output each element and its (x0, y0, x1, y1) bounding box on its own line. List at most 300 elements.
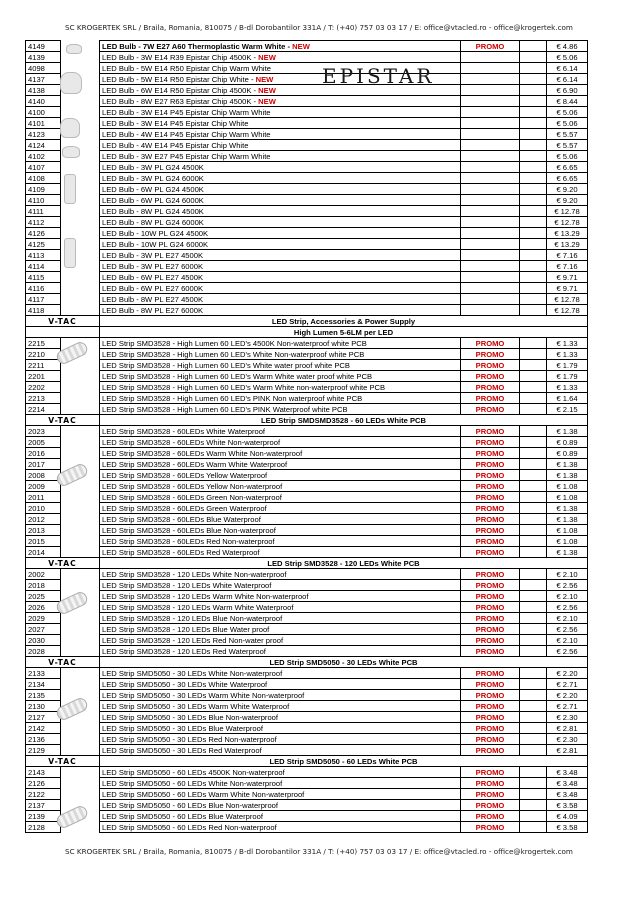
product-code: 4115 (26, 272, 61, 283)
product-row (26, 338, 588, 349)
product-description (100, 140, 461, 151)
description-text: LED Strip SMD5050 - 30 LEDs Blue Waterproof (102, 723, 263, 733)
product-image-cell (61, 107, 100, 118)
product-code: 2211 (26, 360, 61, 371)
product-image-cell (61, 404, 100, 415)
product-description (100, 173, 461, 184)
product-row (26, 404, 588, 415)
promo-label: PROMO (461, 448, 520, 459)
product-row (26, 602, 588, 613)
product-row (26, 63, 588, 74)
product-image-cell (61, 492, 100, 503)
empty-cell (520, 63, 547, 74)
product-description (100, 228, 461, 239)
product-description (100, 151, 461, 162)
description-text: LED Strip SMD3528 - High Lumen 60 LED's White water proof white PCB (102, 360, 350, 370)
description-text: LED Strip SMD3528 - 60LEDs Green Waterproof (102, 503, 267, 513)
product-code: 4102 (26, 151, 61, 162)
description-text: LED Strip SMD3528 - 60LEDs Blue Waterproof (102, 514, 261, 524)
empty-cell (520, 294, 547, 305)
product-code: 2011 (26, 492, 61, 503)
empty-cell (520, 514, 547, 525)
product-image-cell (61, 283, 100, 294)
product-price: € 1.33 (547, 338, 588, 349)
product-description (100, 382, 461, 393)
product-image-cell (61, 426, 100, 437)
promo-label: PROMO (461, 547, 520, 558)
empty-cell (520, 173, 547, 184)
product-image-cell (61, 393, 100, 404)
product-description (100, 118, 461, 129)
product-code: 2027 (26, 624, 61, 635)
new-badge: NEW (258, 96, 276, 106)
product-row (26, 481, 588, 492)
product-description (100, 195, 461, 206)
product-price: € 1.38 (547, 514, 588, 525)
empty-cell (520, 426, 547, 437)
product-code: 2213 (26, 393, 61, 404)
product-description (100, 822, 461, 833)
promo-label (461, 294, 520, 305)
product-price: € 1.38 (547, 426, 588, 437)
promo-label (461, 283, 520, 294)
promo-label (461, 195, 520, 206)
empty-cell (520, 129, 547, 140)
product-description (100, 338, 461, 349)
product-code: 4114 (26, 261, 61, 272)
product-price: € 1.38 (547, 503, 588, 514)
product-price: € 1.33 (547, 382, 588, 393)
product-image-cell (61, 371, 100, 382)
product-image-cell (61, 272, 100, 283)
product-price: € 2.56 (547, 646, 588, 657)
empty-cell (520, 74, 547, 85)
promo-label: PROMO (461, 481, 520, 492)
product-code: 4098 (26, 63, 61, 74)
empty-cell (520, 470, 547, 481)
promo-label (461, 129, 520, 140)
product-row (26, 272, 588, 283)
product-price: € 3.58 (547, 822, 588, 833)
section-title: LED Strip SMD3528 - 120 LEDs White PCB (100, 558, 588, 569)
product-code: 4118 (26, 305, 61, 316)
empty-cell (520, 151, 547, 162)
section-header-row (26, 415, 588, 426)
product-row (26, 569, 588, 580)
pl-bulb-image (64, 238, 76, 268)
product-code: 2009 (26, 481, 61, 492)
empty-cell (520, 646, 547, 657)
product-row (26, 767, 588, 778)
description-text: LED Bulb - 8W PL E27 6000K (102, 305, 204, 315)
product-row (26, 635, 588, 646)
empty-cell (520, 822, 547, 833)
product-image-cell (61, 437, 100, 448)
promo-label (461, 228, 520, 239)
product-image-cell (61, 745, 100, 756)
product-description (100, 129, 461, 140)
product-price: € 6.65 (547, 173, 588, 184)
product-description (100, 525, 461, 536)
empty-cell (520, 239, 547, 250)
product-description (100, 393, 461, 404)
description-text: LED Strip SMD3528 - 60LEDs Warm White Waterproof (102, 459, 288, 469)
product-description (100, 96, 461, 107)
empty-cell (520, 96, 547, 107)
promo-label (461, 151, 520, 162)
product-code: 2002 (26, 569, 61, 580)
promo-label: PROMO (461, 591, 520, 602)
product-description (100, 778, 461, 789)
product-price: € 0.89 (547, 448, 588, 459)
product-code: 2030 (26, 635, 61, 646)
empty-cell (520, 712, 547, 723)
product-row (26, 822, 588, 833)
product-price: € 2.71 (547, 701, 588, 712)
product-description (100, 52, 461, 63)
product-row (26, 74, 588, 85)
product-row (26, 96, 588, 107)
section-title: LED Strip, Accessories & Power Supply (100, 316, 588, 327)
promo-label (461, 239, 520, 250)
promo-label (461, 250, 520, 261)
product-description (100, 547, 461, 558)
description-text: LED Bulb - 8W PL G24 4500K (102, 206, 204, 216)
product-price: € 6.14 (547, 74, 588, 85)
product-price: € 2.56 (547, 580, 588, 591)
product-image-cell (61, 778, 100, 789)
product-row (26, 536, 588, 547)
empty-cell (520, 448, 547, 459)
description-text: LED Bulb - 3W E14 R39 Epistar Chip 4500K - (102, 52, 259, 62)
product-description (100, 492, 461, 503)
promo-label: PROMO (461, 800, 520, 811)
empty-cell (520, 140, 547, 151)
description-text: LED Strip SMD3528 - 60LEDs Warm White Non-waterproof (102, 448, 303, 458)
product-code: 2133 (26, 668, 61, 679)
description-text: LED Bulb - 3W PL G24 6000K (102, 173, 204, 183)
promo-label: PROMO (461, 503, 520, 514)
product-code: 2142 (26, 723, 61, 734)
product-price: € 1.08 (547, 525, 588, 536)
subsection-title: High Lumen 5-6LM per LED (100, 327, 588, 338)
product-price: € 2.30 (547, 734, 588, 745)
empty-cell (520, 371, 547, 382)
product-price: € 1.79 (547, 371, 588, 382)
product-row (26, 52, 588, 63)
product-price: € 3.48 (547, 778, 588, 789)
product-price: € 9.71 (547, 283, 588, 294)
product-price: € 5.06 (547, 118, 588, 129)
promo-label (461, 118, 520, 129)
new-badge: NEW (258, 52, 276, 62)
promo-label: PROMO (461, 338, 520, 349)
description-text: LED Strip SMD5050 - 60 LEDs Blue Non-waterproof (102, 800, 279, 810)
description-text: LED Strip SMD3528 - 60LEDs Red Waterproof (102, 547, 260, 557)
product-description (100, 591, 461, 602)
product-price: € 5.06 (547, 52, 588, 63)
product-price: € 2.81 (547, 723, 588, 734)
product-price: € 13.29 (547, 239, 588, 250)
vtac-logo: V-TAC (26, 756, 100, 767)
empty-cell (520, 679, 547, 690)
product-row (26, 107, 588, 118)
page-footer: SC KROGERTEK SRL / Braila, Romania, 810075 / B-dl Dorobantilor 331A / T: (+40) 757 03 03 17 / E: office@vtacled.ro - office@krogertek.com (65, 847, 573, 856)
empty-cell (520, 690, 547, 701)
empty-cell (520, 404, 547, 415)
product-row (26, 118, 588, 129)
product-image-cell (61, 305, 100, 316)
pl-bulb-image (64, 174, 76, 204)
product-price: € 7.16 (547, 250, 588, 261)
vtac-logo: V-TAC (26, 316, 100, 327)
product-row (26, 745, 588, 756)
description-text: LED Strip SMD3528 - High Lumen 60 LED's White Non-waterproof white PCB (102, 349, 365, 359)
product-code: 4113 (26, 250, 61, 261)
product-image-cell (61, 646, 100, 657)
product-description (100, 294, 461, 305)
product-image-cell (61, 613, 100, 624)
product-row (26, 228, 588, 239)
promo-label (461, 96, 520, 107)
product-row (26, 426, 588, 437)
description-text: LED Bulb - 10W PL G24 6000K (102, 239, 209, 249)
product-code: 2134 (26, 679, 61, 690)
promo-label: PROMO (461, 734, 520, 745)
new-badge: NEW (255, 74, 274, 84)
product-code: 2136 (26, 734, 61, 745)
bulb-image (66, 44, 82, 54)
product-code: 4139 (26, 52, 61, 63)
empty-cell (520, 184, 547, 195)
product-code: 2210 (26, 349, 61, 360)
product-description (100, 217, 461, 228)
product-code: 2126 (26, 778, 61, 789)
product-description (100, 404, 461, 415)
product-price: € 4.09 (547, 811, 588, 822)
product-row (26, 206, 588, 217)
description-text: LED Bulb - 10W PL G24 4500K (102, 228, 209, 238)
empty-cell (520, 41, 547, 52)
empty-cell (520, 118, 547, 129)
description-text: LED Strip SMD3528 - 120 LEDs Warm White Non-waterproof (102, 591, 309, 601)
promo-label: PROMO (461, 492, 520, 503)
product-image-cell (61, 624, 100, 635)
product-code: 2127 (26, 712, 61, 723)
promo-label: PROMO (461, 382, 520, 393)
new-badge: NEW (292, 41, 310, 51)
product-description (100, 272, 461, 283)
product-row (26, 723, 588, 734)
product-row (26, 668, 588, 679)
bulb-image (62, 146, 80, 158)
product-description (100, 646, 461, 657)
product-row (26, 800, 588, 811)
promo-label: PROMO (461, 580, 520, 591)
promo-label: PROMO (461, 613, 520, 624)
product-code: 4149 (26, 41, 61, 52)
product-description (100, 624, 461, 635)
product-code: 4108 (26, 173, 61, 184)
promo-label: PROMO (461, 778, 520, 789)
product-price: € 2.71 (547, 679, 588, 690)
product-row (26, 349, 588, 360)
product-row (26, 470, 588, 481)
empty-cell (520, 602, 547, 613)
vtac-logo: V-TAC (26, 558, 100, 569)
product-row (26, 360, 588, 371)
empty-cell (520, 525, 547, 536)
page-header: SC KROGERTEK SRL / Braila, Romania, 810075 / B-dl Dorobantilor 331A / T: (+40) 757 03 03 17 / E: office@vtacled.ro - office@krogertek.com (65, 23, 573, 32)
product-price: € 2.20 (547, 668, 588, 679)
product-price: € 3.58 (547, 800, 588, 811)
product-row (26, 261, 588, 272)
product-price: € 9.20 (547, 184, 588, 195)
empty-cell (520, 492, 547, 503)
bulb-image (60, 118, 80, 138)
section-title: LED Strip SMD5050 - 30 LEDs White PCB (100, 657, 588, 668)
description-text: LED Bulb - 6W E14 R50 Epistar Chip 4500K - (102, 85, 259, 95)
empty-cell (520, 767, 547, 778)
product-image-cell (61, 569, 100, 580)
empty-cell (520, 382, 547, 393)
product-code: 2023 (26, 426, 61, 437)
product-price: € 2.56 (547, 602, 588, 613)
product-row (26, 712, 588, 723)
product-row (26, 85, 588, 96)
promo-label: PROMO (461, 811, 520, 822)
product-description (100, 162, 461, 173)
description-text: LED Bulb - 3W E14 P45 Epistar Chip White (102, 118, 249, 128)
empty-cell (520, 85, 547, 96)
product-price: € 5.06 (547, 107, 588, 118)
description-text: LED Bulb - 3W E14 P45 Epistar Chip Warm White (102, 107, 271, 117)
product-row (26, 591, 588, 602)
product-image-cell (61, 162, 100, 173)
description-text: LED Strip SMD3528 - 120 LEDs Blue Non-waterproof (102, 613, 283, 623)
empty-cell (520, 261, 547, 272)
empty-cell (520, 789, 547, 800)
promo-label: PROMO (461, 767, 520, 778)
product-code: 2008 (26, 470, 61, 481)
product-row (26, 250, 588, 261)
product-row (26, 162, 588, 173)
product-price: € 2.30 (547, 712, 588, 723)
product-image-cell (61, 767, 100, 778)
product-row (26, 734, 588, 745)
description-text: LED Strip SMD3528 - 120 LEDs White Waterproof (102, 580, 272, 590)
product-image-cell (61, 723, 100, 734)
empty-cell (520, 228, 547, 239)
description-text: LED Strip SMD5050 - 60 LEDs Red Non-waterproof (102, 822, 277, 832)
product-price: € 12.78 (547, 305, 588, 316)
description-text: LED Bulb - 3W PL E27 6000K (102, 261, 204, 271)
promo-label (461, 52, 520, 63)
empty-cell (520, 569, 547, 580)
product-row (26, 173, 588, 184)
product-image-cell (61, 206, 100, 217)
product-row (26, 305, 588, 316)
product-row (26, 382, 588, 393)
product-row (26, 525, 588, 536)
promo-label: PROMO (461, 470, 520, 481)
section-title: LED Strip SMDSMD3528 - 60 LEDs White PCB (100, 415, 588, 426)
product-price: € 12.78 (547, 217, 588, 228)
product-description (100, 470, 461, 481)
product-row (26, 129, 588, 140)
description-text: LED Strip SMD5050 - 60 LEDs Warm White Non-waterproof (102, 789, 305, 799)
product-price: € 0.89 (547, 437, 588, 448)
product-code: 2016 (26, 448, 61, 459)
product-price: € 1.08 (547, 481, 588, 492)
product-row (26, 283, 588, 294)
empty-cell (520, 613, 547, 624)
product-price: € 6.90 (547, 85, 588, 96)
promo-label: PROMO (461, 371, 520, 382)
product-description (100, 712, 461, 723)
promo-label (461, 217, 520, 228)
description-text: LED Strip SMD3528 - 60LEDs Blue Non-waterproof (102, 525, 276, 535)
description-text: LED Bulb - 3W PL E27 4500K (102, 250, 204, 260)
product-price: € 2.20 (547, 690, 588, 701)
product-code: 4109 (26, 184, 61, 195)
product-row (26, 217, 588, 228)
product-price: € 13.29 (547, 228, 588, 239)
product-code: 2012 (26, 514, 61, 525)
description-text: LED Strip SMD3528 - High Lumen 60 LED's 4500K Non-waterproof white PCB (102, 338, 367, 348)
promo-label (461, 140, 520, 151)
empty-cell (520, 52, 547, 63)
empty-cell (520, 481, 547, 492)
product-price: € 3.48 (547, 789, 588, 800)
product-price: € 1.38 (547, 470, 588, 481)
product-price: € 1.38 (547, 547, 588, 558)
promo-label: PROMO (461, 701, 520, 712)
product-description (100, 360, 461, 371)
empty-cell (520, 547, 547, 558)
empty-cell (520, 503, 547, 514)
product-price: € 5.06 (547, 151, 588, 162)
product-price: € 1.38 (547, 459, 588, 470)
description-text: LED Strip SMD3528 - 60LEDs Yellow Non-waterproof (102, 481, 283, 491)
promo-label (461, 261, 520, 272)
product-code: 2017 (26, 459, 61, 470)
description-text: LED Bulb - 7W E27 A60 Thermoplastic Warm White - (102, 41, 293, 51)
product-code: 4112 (26, 217, 61, 228)
description-text: LED Bulb - 8W PL G24 6000K (102, 217, 204, 227)
product-price: € 8.44 (547, 96, 588, 107)
product-image-cell (61, 503, 100, 514)
product-price: € 2.10 (547, 613, 588, 624)
promo-label (461, 184, 520, 195)
description-text: LED Strip SMD5050 - 60 LEDs 4500K Non-waterproof (102, 767, 285, 777)
product-row (26, 437, 588, 448)
product-image-cell (61, 789, 100, 800)
description-text: LED Strip SMD3528 - High Lumen 60 LED's PINK Waterproof white PCB (102, 404, 348, 414)
product-row (26, 514, 588, 525)
product-row (26, 580, 588, 591)
promo-label: PROMO (461, 437, 520, 448)
empty-cell (520, 437, 547, 448)
promo-label (461, 85, 520, 96)
product-price: € 6.14 (547, 63, 588, 74)
description-text: LED Bulb - 8W E27 R63 Epistar Chip 4500K - (102, 96, 259, 106)
product-code: 2026 (26, 602, 61, 613)
product-image-cell (61, 679, 100, 690)
empty-cell (520, 393, 547, 404)
product-description (100, 349, 461, 360)
product-price: € 2.15 (547, 404, 588, 415)
